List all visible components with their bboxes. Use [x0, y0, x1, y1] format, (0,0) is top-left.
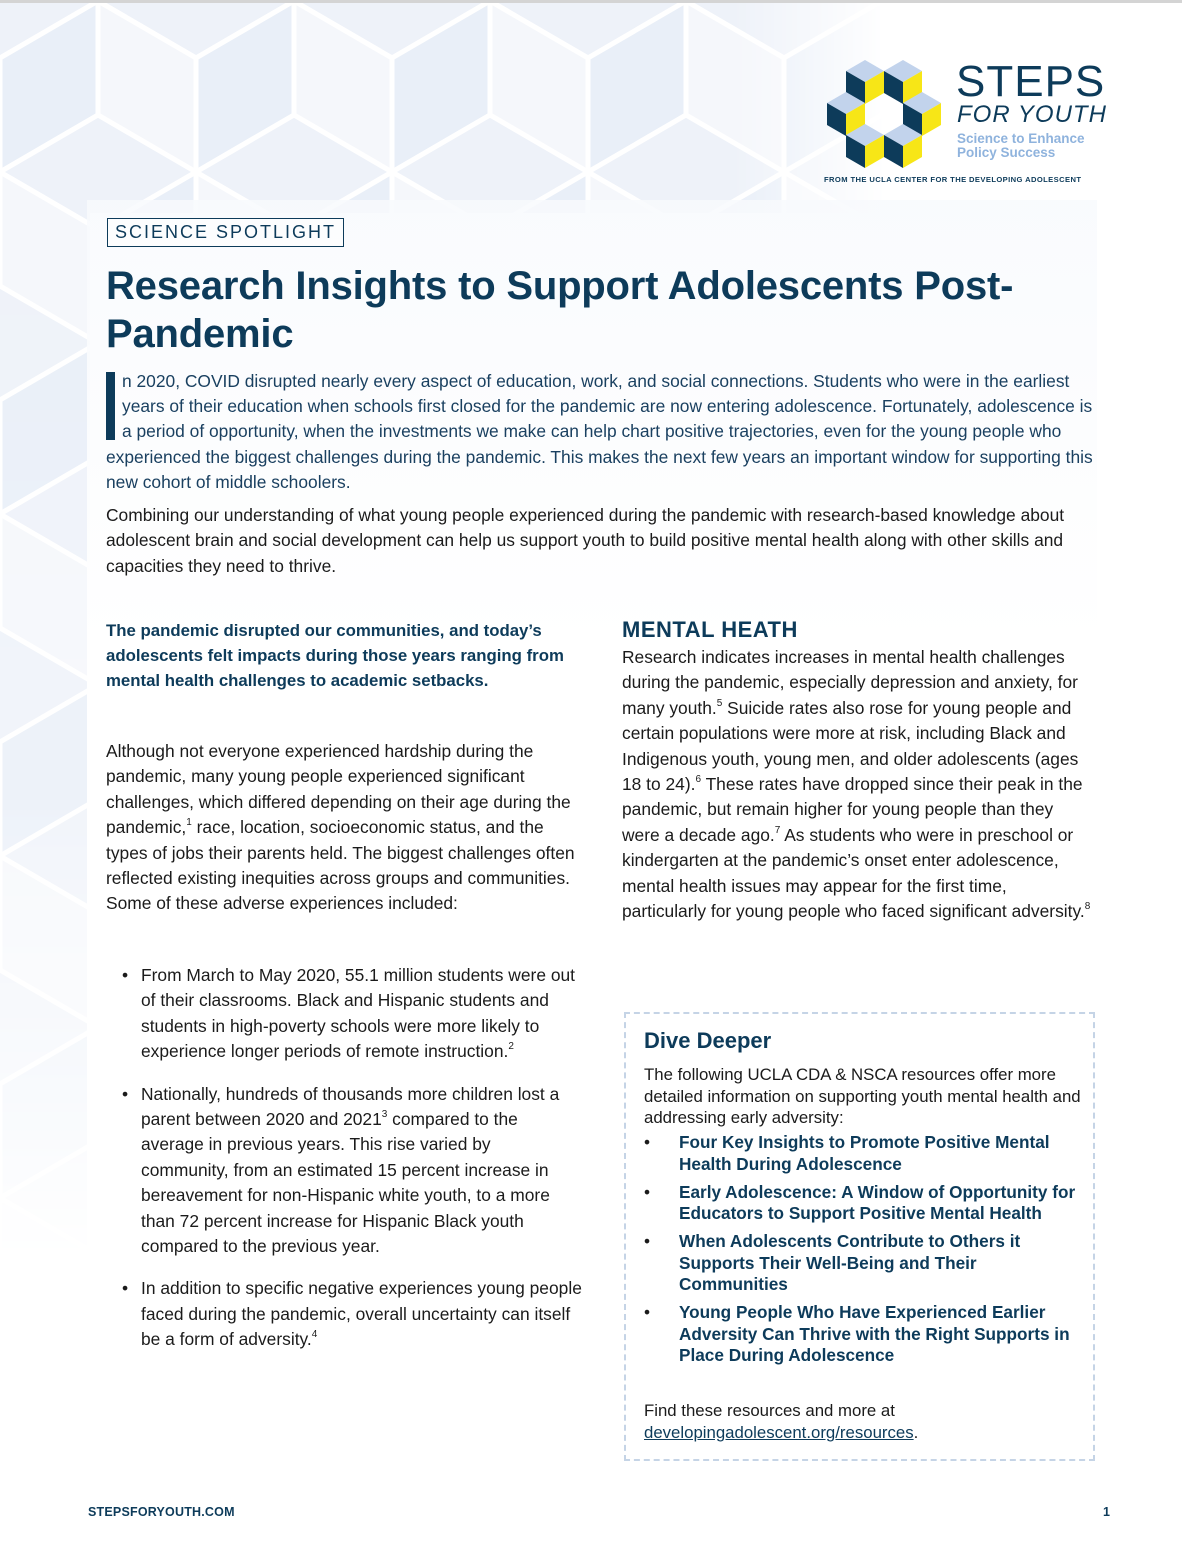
steps-for-youth-logo[interactable] — [824, 58, 1114, 188]
bullet-icon: • — [122, 1083, 129, 1104]
resource-item — [644, 1132, 1089, 1175]
body-text: Research indicates increases in mental health challenges during the pandemic, especially depression and anxiety, for many youth. — [622, 647, 1078, 718]
mental-health-paragraph — [622, 645, 1092, 924]
bullet-icon: • — [644, 1302, 651, 1322]
bullet-icon: • — [644, 1132, 651, 1152]
footer-website[interactable]: STEPSFORYOUTH.COM — [88, 1505, 235, 1519]
list-item-text: compared to the average in previous years. This rise varied by community, from an estimated 15 percent increase in bereavement for non-Hispanic white youth, to a more than 72 percent increase for Hispanic Black youth compared to the previous year. — [141, 1109, 550, 1257]
bullet-icon: • — [644, 1181, 651, 1202]
bullet-icon: • — [122, 965, 129, 985]
logo-tagline — [957, 132, 1117, 160]
cube-face — [1176, 1540, 1182, 1546]
resource-item — [644, 1231, 1089, 1296]
bullet-icon: • — [122, 1278, 129, 1299]
footnote-ref[interactable]: 4 — [311, 1329, 318, 1341]
logo-tagline-line1: Science to Enhance — [957, 131, 1085, 146]
section-badge: SCIENCE SPOTLIGHT — [107, 218, 344, 247]
footnote-ref[interactable]: 6 — [695, 774, 702, 786]
body-text: As students who were in preschool or kindergarten at the pandemic’s onset enter adolescence, mental health issues may appear for the first time, particularly for young people who faced significant adversity. — [622, 824, 1085, 922]
footnote-ref[interactable]: 3 — [381, 1109, 388, 1121]
footnote-ref[interactable]: 1 — [186, 817, 192, 829]
dropcap-i — [106, 372, 115, 440]
resource-item — [644, 1182, 1089, 1225]
resource-item — [644, 1302, 1089, 1367]
list-item — [106, 1276, 582, 1352]
resource-list — [644, 1132, 1089, 1373]
find-resources-text — [644, 1400, 1084, 1443]
resource-link[interactable]: Early Adolescence: A Window of Opportunity for Educators to Support Positive Mental Health — [679, 1181, 1076, 1223]
intro-paragraph-2: Combining our understanding of what young people experienced during the pandemic with research-based knowledge about adolescent brain and social development can help us support youth to build positive mental health along with other skills and capacities they need to thrive. — [106, 505, 1065, 576]
resource-link[interactable]: Young People Who Have Experienced Earlier Adversity Can Thrive with the Right Supports in Place During Adolescence — [679, 1302, 1070, 1365]
list-item — [106, 963, 582, 1065]
lead-statement: The pandemic disrupted our communities, and today’s adolescents felt impacts during those years ranging from mental health challenges to academic setbacks. — [106, 621, 564, 691]
footnote-ref[interactable]: 2 — [508, 1041, 514, 1053]
footnote-ref[interactable]: 5 — [716, 698, 723, 710]
footnote-ref[interactable]: 7 — [774, 825, 781, 837]
intro-paragraph — [106, 369, 1101, 495]
dive-deeper-title: Dive Deeper — [644, 1028, 772, 1053]
left-body-paragraph — [106, 739, 582, 917]
find-text: Find these resources and more at — [644, 1401, 895, 1420]
list-item-text: Nationally, hundreds of thousands more children lost a parent between 2020 and 2021 — [141, 1083, 560, 1130]
logo-wordmark: STEPS — [956, 57, 1106, 106]
body-text: Although not everyone experienced hardship during the pandemic, many young people experienced significant challenges, which differed depending on their age during the pandemic, — [106, 741, 571, 838]
adverse-experiences-list — [106, 963, 582, 1370]
logo-subname: FOR YOUTH — [957, 101, 1107, 128]
dive-deeper-box — [624, 1012, 1095, 1461]
page-title: Research Insights to Support Adolescents Post-Pandemic — [106, 264, 1014, 356]
bullet-icon: • — [644, 1231, 651, 1251]
body-text: Suicide rates also rose for young people and certain populations were more at risk, including Black and Indigenous youth, young men, and older adolescents (ages 18 to 24). — [622, 697, 1079, 795]
list-item-text: In addition to specific negative experiences young people faced during the pandemic, overall uncertainty can itself be a form of adversity. — [141, 1278, 582, 1350]
list-item — [106, 1082, 582, 1260]
resource-link[interactable]: When Adolescents Contribute to Others it Supports Their Well-Being and Their Communities — [679, 1231, 1021, 1294]
footnote-ref[interactable]: 8 — [1084, 901, 1091, 913]
logo-tagline-line2: Policy Success — [957, 145, 1056, 160]
body-text: race, location, socioeconomic status, and the types of jobs their parents held. The biggest challenges often reflected existing inequities across groups and communities. Some of these adverse experiences included: — [106, 817, 575, 914]
resources-url-link[interactable]: developingadolescent.org/resources — [644, 1422, 914, 1442]
resource-link[interactable]: Four Key Insights to Promote Positive Mental Health During Adolescence — [679, 1132, 1050, 1174]
page-number: 1 — [1103, 1505, 1110, 1519]
body-text: These rates have dropped since their peak in the pandemic, but remain higher for young people than they were a decade ago. — [622, 774, 1083, 845]
mental-health-heading: MENTAL HEATH — [622, 617, 798, 642]
logo-attribution: FROM THE UCLA CENTER FOR THE DEVELOPING ADOLESCENT — [824, 175, 1082, 184]
dive-deeper-intro: The following UCLA CDA & NSCA resources offer more detailed information on supporting youth mental health and addressing early adversity: — [644, 1065, 1081, 1127]
hex-cube-logo-icon — [824, 58, 944, 168]
intro-text: n 2020, COVID disrupted nearly every aspect of education, work, and social connections. Students who were in the earliest years of their education when schools first closed for the pandemic are now entering adolescence. Fortunately, adolescence is a period of opportunity, when the investments we make can help chart positive trajectories, even for the young people who experienced the biggest challenges during the pandemic. This makes the next few years an important window for supporting this new cohort of middle schoolers. — [106, 371, 1093, 492]
list-item-text: From March to May 2020, 55.1 million students were out of their classrooms. Black and Hispanic students and students in high-poverty schools were more likely to experience longer periods of remote instruction. — [141, 965, 575, 1062]
period: . — [913, 1422, 919, 1442]
